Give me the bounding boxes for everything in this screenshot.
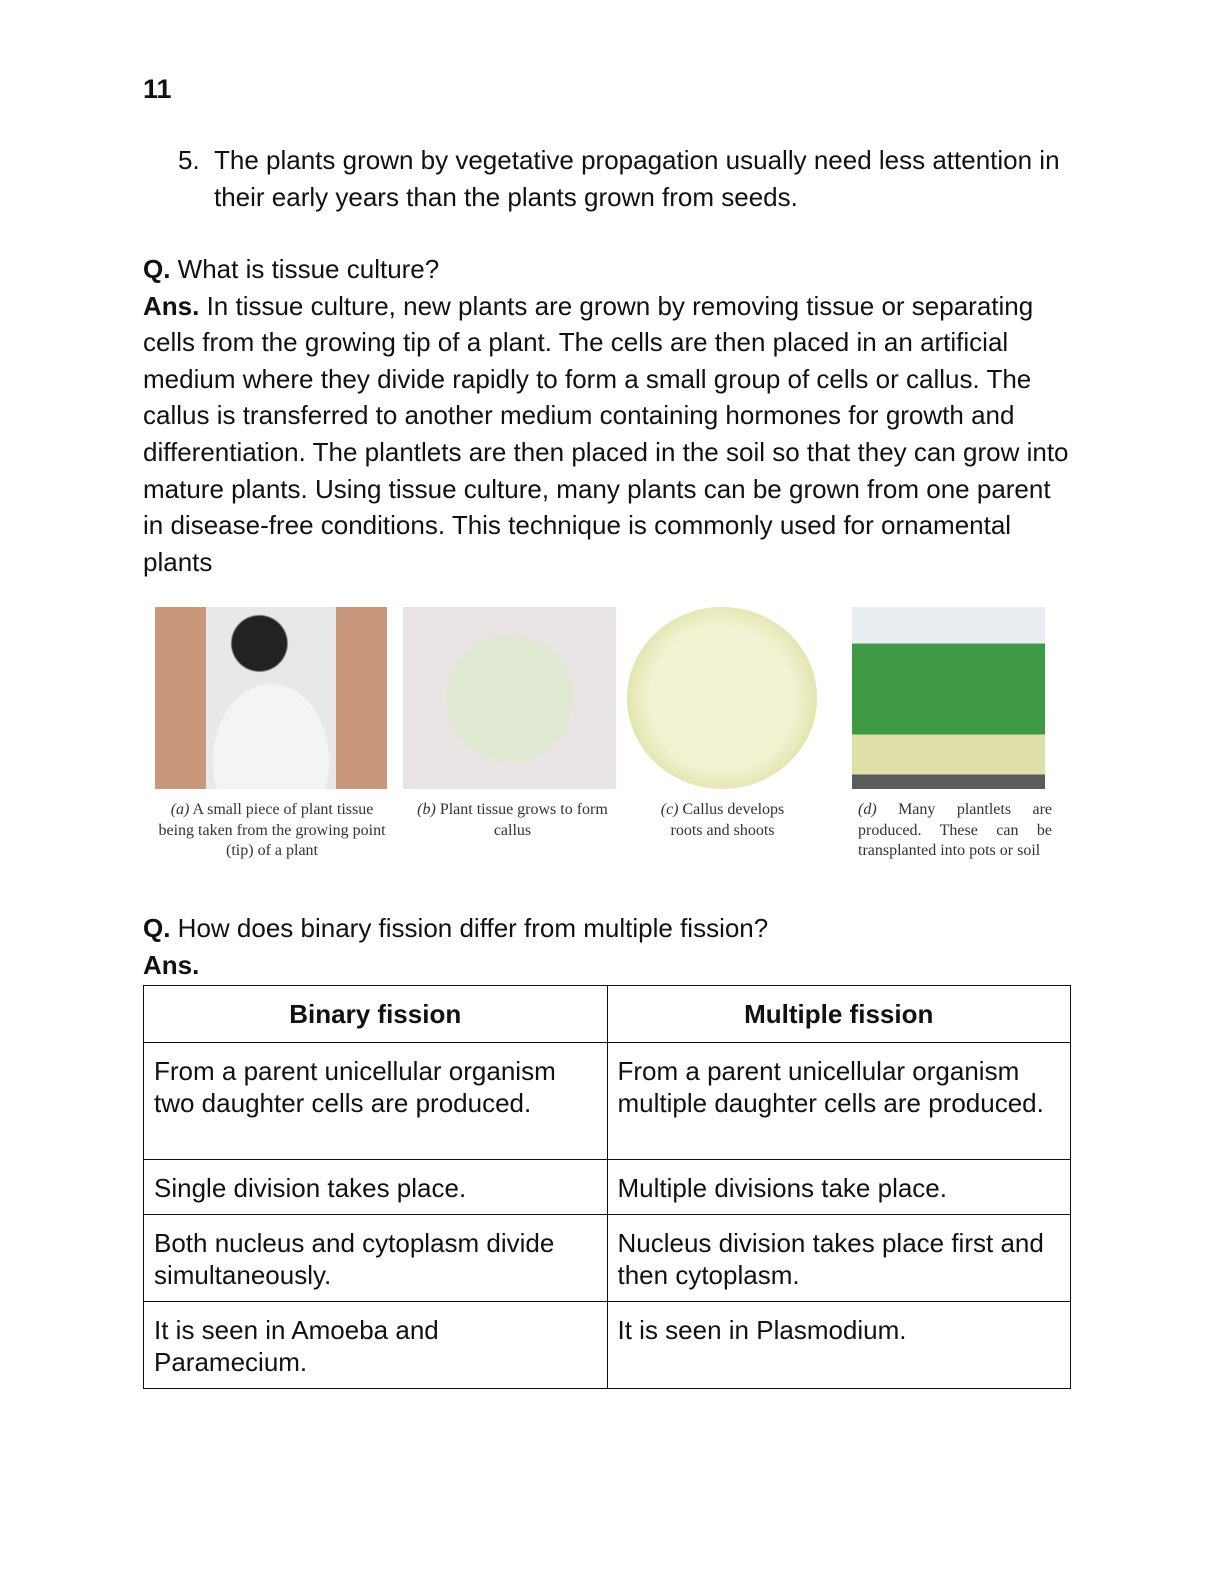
figure-a-caption	[158, 800, 386, 862]
caption-text: Callus develops roots and shoots	[670, 801, 785, 839]
list-number: 5.	[178, 145, 200, 175]
answer-text: In tissue culture, new plants are grown by removing tissue or separating cells from the growing tip of a plant. The cells are then placed in an artificial medium where they divide rapidly to form a small group of cells or callus. The callus is transferred to another medium containing hormones for growth and differentiation. The plantlets are then placed in the soil so that they can grow into mature plants. Using tissue culture, many plants can be grown from one parent in disease-free conditions. This technique is commonly used for ornamental plants	[143, 290, 1069, 577]
table-cell: Single division takes place.	[144, 1160, 608, 1215]
table-cell: Nucleus division takes place first and then cytoplasm.	[607, 1215, 1071, 1302]
figure-c-image	[627, 607, 817, 789]
question-text: What is tissue culture?	[170, 254, 440, 284]
q-label: Q.	[143, 913, 171, 943]
table-row	[144, 1302, 1071, 1389]
question-tissue-culture	[143, 251, 1078, 580]
table-cell: It is seen in Amoeba and Paramecium.	[144, 1302, 608, 1389]
figure-b-image	[403, 607, 616, 789]
caption-label: (d)	[858, 801, 877, 818]
table-cell: From a parent unicellular organism two daughter cells are produced.	[144, 1043, 608, 1160]
page-number: 11	[143, 74, 172, 104]
header-multiple: Multiple fission	[607, 986, 1071, 1043]
figure-b-caption	[405, 800, 620, 841]
table-row	[144, 1215, 1071, 1302]
question-fission	[143, 910, 1078, 983]
caption-text: A small piece of plant tissue being taken from the growing point (tip) of a plant	[158, 801, 386, 859]
caption-text: Many plantlets are produced. These can be transplanted into pots or soil	[858, 801, 1052, 859]
question-text: How does binary fission differ from multiple fission?	[170, 913, 769, 943]
figure-d-image	[852, 607, 1045, 789]
table-row	[144, 1160, 1071, 1215]
table-cell: It is seen in Plasmodium.	[607, 1302, 1071, 1389]
ans-label: Ans.	[143, 949, 200, 980]
caption-text: Plant tissue grows to form callus	[435, 801, 608, 839]
figure-d-caption	[858, 800, 1052, 862]
q-label: Q.	[143, 254, 171, 284]
figure-c-caption	[645, 800, 800, 841]
table-cell: From a parent unicellular organism multiple daughter cells are produced.	[607, 1043, 1071, 1160]
table-row	[144, 1043, 1071, 1160]
table-cell: Both nucleus and cytoplasm divide simultaneously.	[144, 1215, 608, 1302]
ans-label: Ans.	[143, 290, 200, 321]
list-item-5	[178, 142, 1078, 215]
header-binary: Binary fission	[144, 986, 608, 1043]
caption-label: (c)	[660, 801, 679, 818]
caption-label: (a)	[170, 801, 190, 818]
list-text: The plants grown by vegetative propagation usually need less attention in their early years than the plants grown from seeds.	[214, 145, 1060, 212]
table-cell: Multiple divisions take place.	[607, 1160, 1071, 1215]
caption-label: (b)	[417, 801, 436, 818]
comparison-table	[143, 985, 1071, 1389]
table-header-row	[144, 986, 1071, 1043]
figure-a-image	[155, 607, 387, 789]
